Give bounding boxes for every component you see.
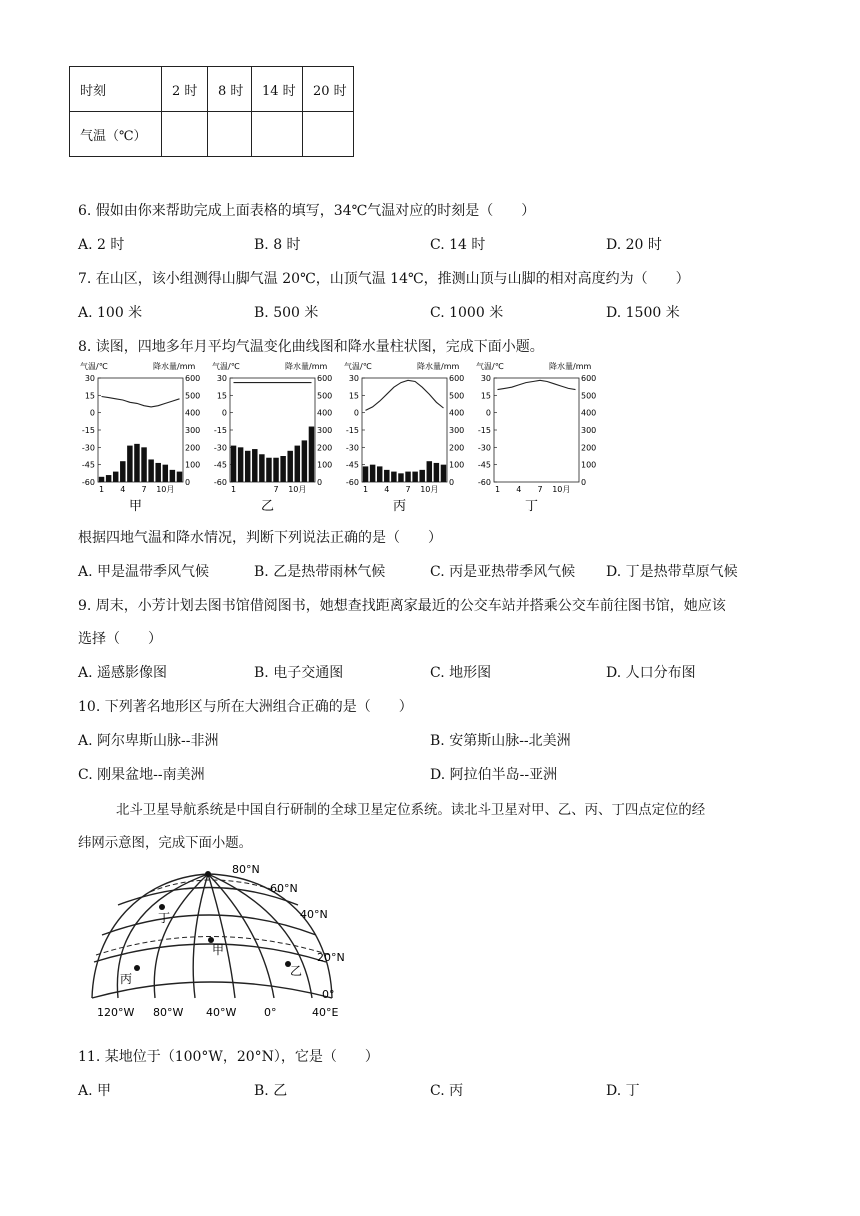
chart-name: 乙: [260, 499, 275, 514]
question-8-stem: 8. 读图，四地多年月平均气温变化曲线图和降水量柱状图，完成下面小题。: [78, 339, 544, 355]
precip-axis-label: 降水量/mm: [417, 362, 460, 371]
precip-bar: [99, 477, 104, 482]
precip-tick-label: 600: [449, 374, 465, 383]
precip-bar: [141, 447, 146, 482]
option-d[interactable]: D. 丁: [606, 1083, 640, 1099]
precip-tick-label: 500: [317, 391, 333, 401]
precip-bar: [398, 473, 403, 482]
temp-tick-label: -60: [477, 478, 491, 487]
option-a[interactable]: A. 甲是温带季风气候: [78, 564, 210, 580]
table-cell: 20 时: [303, 67, 354, 112]
precip-tick-label: 600: [581, 374, 597, 383]
lon-label: 80°W: [153, 1006, 184, 1019]
question-8-sub: 根据四地气温和降水情况，判断下列说法正确的是（ ）: [78, 530, 442, 546]
precip-bar: [384, 470, 389, 482]
passage-line2: 纬网示意图，完成下面小题。: [78, 836, 253, 851]
precip-bar: [427, 461, 432, 482]
precip-tick-label: 500: [449, 391, 465, 401]
temp-tick-label: -15: [213, 426, 227, 435]
temp-tick-label: 15: [216, 391, 227, 401]
month-tick-label: 4: [384, 485, 390, 494]
question-6-stem: 6. 假如由你来帮助完成上面表格的填写，34℃气温对应的时刻是（ ）: [78, 203, 536, 219]
table-cell: 气温（℃）: [70, 112, 162, 157]
temperature-table: [69, 66, 354, 157]
precip-tick-label: 500: [185, 391, 201, 401]
temp-tick-label: -15: [81, 426, 95, 435]
temp-tick-label: -60: [345, 478, 359, 487]
temp-tick-label: -45: [81, 460, 95, 470]
table-header-row: [70, 67, 354, 112]
option-a[interactable]: A. 2 时: [78, 237, 125, 253]
temp-axis-label: 气温/℃: [476, 362, 504, 371]
precip-tick-label: 100: [317, 460, 333, 470]
precip-bar: [245, 451, 250, 482]
temp-tick-label: -30: [213, 443, 227, 453]
graticule-map: [85, 858, 355, 1026]
option-b[interactable]: B. 电子交通图: [254, 665, 344, 681]
precip-tick-label: 300: [185, 426, 201, 435]
temp-tick-label: 0: [89, 408, 95, 418]
option-c[interactable]: C. 丙是亚热带季风气候: [430, 564, 576, 580]
precip-bar: [113, 472, 118, 482]
month-tick-label: 4: [120, 485, 126, 494]
temp-tick-label: 15: [348, 391, 359, 401]
temp-tick-label: -45: [345, 460, 359, 470]
point-label: 丁: [158, 911, 171, 925]
precip-bar: [170, 470, 175, 482]
temp-curve: [498, 380, 576, 389]
option-c[interactable]: C. 丙: [430, 1083, 464, 1099]
precip-tick-label: 200: [581, 443, 597, 453]
temp-tick-label: -15: [345, 426, 359, 435]
precip-bar: [163, 465, 168, 482]
precip-bar: [295, 446, 300, 482]
temp-axis-label: 气温/℃: [344, 362, 372, 371]
chart-name: 丁: [524, 499, 539, 514]
chart-name: 甲: [128, 499, 143, 514]
lat-label: 20°N: [317, 951, 345, 964]
month-tick-label: 7: [141, 485, 147, 494]
precip-bar: [252, 449, 257, 482]
option-c[interactable]: C. 刚果盆地--南美洲: [78, 767, 205, 783]
option-d[interactable]: D. 人口分布图: [606, 665, 696, 681]
month-tick-label: 1: [362, 485, 369, 494]
question-9-line2: 选择（ ）: [78, 631, 162, 647]
precip-tick-label: 400: [449, 408, 465, 418]
question-9-line1: 9. 周末，小芳计划去图书馆借阅图书，她想查找距离家最近的公交车站并搭乘公交车前往图书馆，她应该: [78, 598, 726, 614]
precip-tick-label: 200: [185, 443, 201, 453]
precip-bar: [280, 456, 285, 482]
month-tick-label: 7: [405, 485, 411, 494]
precip-tick-label: 400: [581, 408, 597, 418]
month-tick-label: 1: [230, 485, 237, 494]
lat-label: 40°N: [300, 908, 328, 921]
lat-label: 0°: [322, 988, 335, 1001]
precip-tick-label: 0: [317, 478, 323, 487]
temp-tick-label: 30: [480, 374, 491, 383]
point-label: 乙: [290, 964, 303, 978]
temp-tick-label: 30: [84, 374, 95, 383]
table-cell: [162, 112, 208, 157]
lat-label: 60°N: [270, 882, 298, 895]
option-b[interactable]: B. 乙是热带雨林气候: [254, 564, 386, 580]
option-c[interactable]: C. 1000 米: [430, 305, 504, 321]
temp-tick-label: 0: [485, 408, 491, 418]
option-d[interactable]: D. 阿拉伯半岛--亚洲: [430, 767, 558, 783]
temp-tick-label: 15: [480, 391, 491, 401]
precip-bar: [134, 444, 139, 482]
option-d[interactable]: D. 1500 米: [606, 305, 680, 321]
point-label: 丙: [120, 972, 133, 986]
precip-bar: [391, 472, 396, 482]
table-row: [70, 112, 354, 157]
precip-tick-label: 300: [449, 426, 465, 435]
passage-line1: 北斗卫星导航系统是中国自行研制的全球卫星定位系统。读北斗卫星对甲、乙、丙、丁四点定位的经: [116, 803, 706, 818]
precip-bar: [127, 446, 132, 482]
month-tick-label: 1: [98, 485, 105, 494]
precip-bar: [370, 465, 375, 482]
table-cell: 时刻: [70, 67, 162, 112]
month-tick-label: 10月: [156, 485, 175, 494]
option-a[interactable]: A. 甲: [78, 1083, 112, 1099]
precip-bar: [231, 446, 236, 482]
lat-label: 80°N: [232, 863, 260, 876]
precip-axis-label: 降水量/mm: [549, 362, 592, 371]
option-c[interactable]: C. 14 时: [430, 237, 486, 253]
point-label: 甲: [212, 943, 225, 957]
precip-tick-label: 0: [581, 478, 587, 487]
option-a[interactable]: A. 阿尔卑斯山脉--非洲: [78, 733, 219, 749]
lon-label: 40°W: [206, 1006, 237, 1019]
table-cell: 14 时: [252, 67, 303, 112]
month-tick-label: 10月: [288, 485, 307, 494]
option-d[interactable]: D. 20 时: [606, 237, 662, 253]
month-tick-label: 4: [516, 485, 522, 494]
precip-bar: [238, 447, 243, 482]
precip-bar: [302, 440, 307, 482]
option-b[interactable]: B. 500 米: [254, 305, 319, 321]
temp-tick-label: -15: [477, 426, 491, 435]
precip-tick-label: 0: [185, 478, 191, 487]
precip-bar: [363, 466, 368, 482]
precip-tick-label: 0: [449, 478, 455, 487]
temp-tick-label: 30: [216, 374, 227, 383]
option-a[interactable]: A. 遥感影像图: [78, 665, 168, 681]
temp-tick-label: -30: [477, 443, 491, 453]
precip-tick-label: 600: [317, 374, 333, 383]
precip-tick-label: 100: [581, 460, 597, 470]
precip-tick-label: 200: [317, 443, 333, 453]
table-cell: 2 时: [162, 67, 208, 112]
temp-tick-label: -45: [477, 460, 491, 470]
temp-axis-label: 气温/℃: [212, 362, 240, 371]
table-cell: [303, 112, 354, 157]
table-cell: 8 时: [208, 67, 252, 112]
precip-tick-label: 200: [449, 443, 465, 453]
precip-bar: [259, 454, 264, 482]
temp-tick-label: -45: [213, 460, 227, 470]
option-b[interactable]: B. 8 时: [254, 237, 301, 253]
table-cell: [252, 112, 303, 157]
option-c[interactable]: C. 地形图: [430, 665, 492, 681]
temp-axis-label: 气温/℃: [80, 362, 108, 371]
temp-tick-label: 0: [221, 408, 227, 418]
precip-axis-label: 降水量/mm: [285, 362, 328, 371]
precip-bar: [148, 459, 153, 482]
table-cell: [208, 112, 252, 157]
climate-charts: [72, 358, 597, 516]
precip-bar: [273, 458, 278, 482]
precip-bar: [309, 427, 314, 482]
lon-label: 40°E: [312, 1006, 339, 1019]
temp-curve: [102, 397, 180, 407]
precip-tick-label: 300: [581, 426, 597, 435]
precip-bar: [434, 463, 439, 482]
precip-bar: [106, 475, 111, 482]
temp-curve: [366, 380, 444, 410]
temp-tick-label: -30: [345, 443, 359, 453]
month-tick-label: 7: [273, 485, 279, 494]
precip-bar: [120, 461, 125, 482]
month-tick-label: 10月: [552, 485, 571, 494]
question-10-stem: 10. 下列著名地形区与所在大洲组合正确的是（ ）: [78, 699, 413, 715]
precip-bar: [377, 466, 382, 482]
option-d[interactable]: D. 丁是热带草原气候: [606, 564, 738, 580]
temp-tick-label: 15: [84, 391, 95, 401]
precip-tick-label: 100: [185, 460, 201, 470]
precip-tick-label: 400: [317, 408, 333, 418]
precip-bar: [287, 451, 292, 482]
precip-bar: [412, 472, 417, 482]
precip-bar: [177, 472, 182, 482]
month-tick-label: 10月: [420, 485, 439, 494]
precip-tick-label: 500: [581, 391, 597, 401]
option-b[interactable]: B. 乙: [254, 1083, 288, 1099]
option-b[interactable]: B. 安第斯山脉--北美洲: [430, 733, 571, 749]
precip-bar: [266, 458, 271, 482]
lon-label: 120°W: [97, 1006, 135, 1019]
question-7-stem: 7. 在山区，该小组测得山脚气温 20℃，山顶气温 14℃，推测山顶与山脚的相对高度约为（ ）: [78, 271, 690, 287]
temp-tick-label: -30: [81, 443, 95, 453]
precip-axis-label: 降水量/mm: [153, 362, 196, 371]
precip-bar: [405, 472, 410, 482]
lon-label: 0°: [264, 1006, 277, 1019]
precip-tick-label: 100: [449, 460, 465, 470]
option-a[interactable]: A. 100 米: [78, 305, 143, 321]
plot-frame: [494, 378, 579, 482]
month-tick-label: 7: [537, 485, 543, 494]
question-11-stem: 11. 某地位于（100°W，20°N），它是（ ）: [78, 1049, 379, 1065]
precip-bar: [155, 463, 160, 482]
temp-tick-label: 0: [353, 408, 359, 418]
precip-bar: [441, 465, 446, 482]
plot-frame: [98, 378, 183, 482]
temp-tick-label: -60: [81, 478, 95, 487]
temp-tick-label: -60: [213, 478, 227, 487]
precip-tick-label: 400: [185, 408, 201, 418]
precip-tick-label: 600: [185, 374, 201, 383]
precip-tick-label: 300: [317, 426, 333, 435]
month-tick-label: 1: [494, 485, 501, 494]
chart-name: 丙: [392, 499, 407, 514]
precip-bar: [419, 470, 424, 482]
temp-tick-label: 30: [348, 374, 359, 383]
